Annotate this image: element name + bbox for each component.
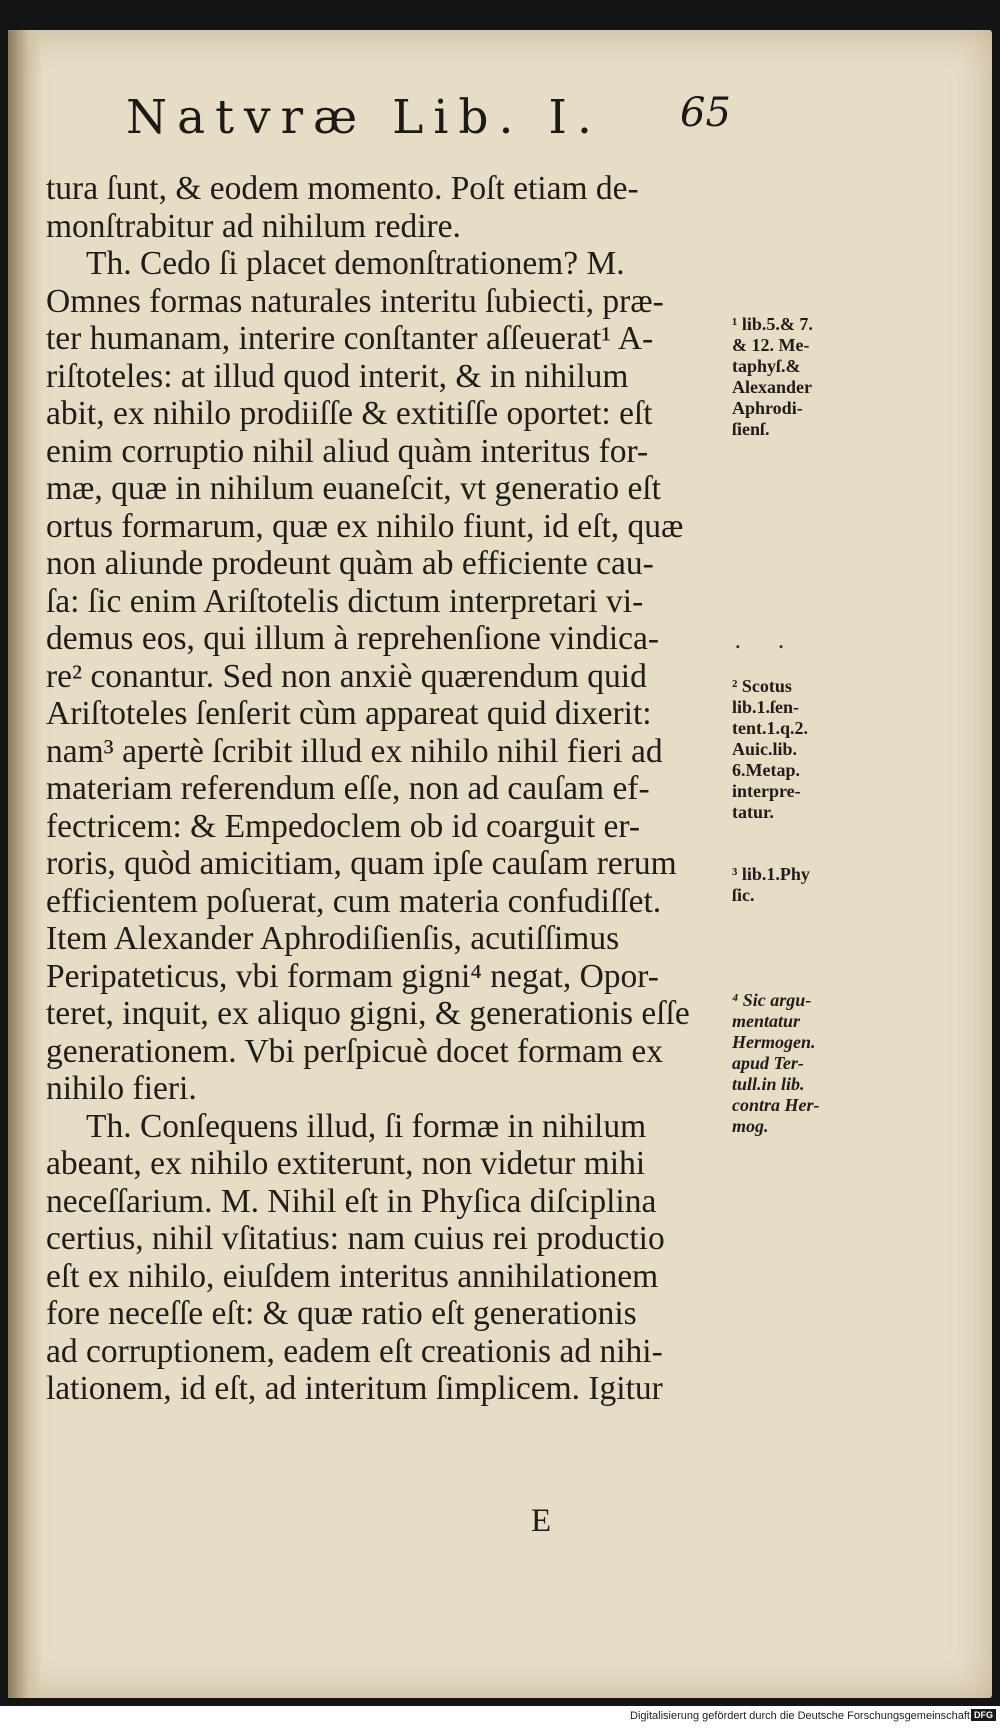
- body-line: ad corruptionem, eadem eſt creationis ad nihi-: [46, 1332, 663, 1370]
- note-line: ⁴ Sic argu-: [732, 990, 812, 1010]
- note-line: & 12. Me-: [732, 335, 810, 355]
- body-line: materiam referendum eſſe, non ad cauſam ef-: [46, 770, 650, 807]
- note-line: ſienſ.: [732, 419, 770, 439]
- body-line: roris, quòd amicitiam, quam ipſe cauſam rerum: [46, 845, 677, 882]
- body-line: certius, nihil vſitatius: nam cuius rei productio: [46, 1220, 665, 1257]
- note-line: mog.: [732, 1116, 769, 1136]
- body-line: Th. Conſequens illud, ſi formæ in nihilum: [86, 1107, 647, 1145]
- note-line: tull.in lib.: [732, 1074, 805, 1094]
- body-line: mæ, quæ in nihilum euaneſcit, vt generatio eſt: [46, 470, 661, 507]
- marginal-note-3: [732, 864, 852, 906]
- note-line: ſic.: [732, 885, 755, 905]
- note-line: contra Her-: [732, 1095, 820, 1115]
- note-line: apud Ter-: [732, 1053, 804, 1073]
- body-line: tura ſunt, & eodem momento. Poſt etiam de-: [46, 170, 639, 207]
- body-line: demus eos, qui illum à reprehenſione vindica-: [46, 620, 660, 657]
- note-line: Hermogen.: [732, 1032, 816, 1052]
- body-text: [46, 170, 726, 1408]
- body-line: riſtoteles: at illud quod interit, & in nihilum: [46, 357, 629, 395]
- body-line: Omnes formas naturales interitu ſubiecti, præ-: [46, 282, 664, 320]
- body-line: Item Alexander Aphrodiſienſis, acutiſſimus: [46, 920, 620, 957]
- body-line: enim corruptio nihil aliud quàm interitus for-: [46, 432, 649, 470]
- body-line: neceſſarium. M. Nihil eſt in Phyſica diſciplina: [46, 1182, 657, 1220]
- note-line: Auic.lib.: [732, 739, 798, 759]
- body-line: ſa: ſic enim Ariſtotelis dictum interpretari vi-: [46, 582, 644, 620]
- body-line: abeant, ex nihilo extiterunt, non videtur mihi: [46, 1145, 646, 1182]
- note-line: ¹ lib.5.& 7.: [732, 314, 813, 334]
- body-line: efficientem poſuerat, cum materia confudiſſet.: [46, 882, 662, 920]
- body-line: generationem. Vbi perſpicuè docet formam ex: [46, 1032, 664, 1070]
- page-gutter: [8, 30, 42, 1698]
- running-head: Natvræ Lib. I.: [126, 90, 602, 145]
- body-line: monſtrabitur ad nihilum redire.: [46, 207, 461, 245]
- body-line: nihilo fieri.: [46, 1070, 197, 1107]
- note-line: ² Scotus: [732, 676, 792, 696]
- body-line: teret, inquit, ex aliquo gigni, & generationis eſſe: [46, 995, 690, 1032]
- body-line: nam³ apertè ſcribit illud ex nihilo nihil fieri ad: [46, 732, 663, 770]
- funding-credit: Digitalisierung gefördert durch die Deutsche Forschungsgemeinschaft: [630, 1710, 970, 1722]
- body-line: Peripateticus, vbi formam gigni⁴ negat, Opor-: [46, 957, 659, 995]
- body-line: non aliunde prodeunt quàm ab efficiente cau-: [46, 545, 654, 582]
- marginal-note-2: [732, 676, 852, 823]
- note-line: interpre-: [732, 781, 801, 801]
- note-line: tent.1.q.2.: [732, 718, 808, 738]
- body-line: Th. Cedo ſi placet demonſtrationem? M.: [86, 245, 625, 282]
- note-line: taphyſ.&: [732, 356, 801, 376]
- book-page: [8, 30, 992, 1698]
- note-line: 6.Metap.: [732, 760, 800, 780]
- body-line: ortus formarum, quæ ex nihilo fiunt, id eſt, quæ: [46, 507, 684, 545]
- note-line: lib.1.ſen-: [732, 697, 800, 717]
- footer-bar: [0, 1706, 1000, 1728]
- signature-mark: E: [531, 1503, 552, 1539]
- page-number: 65: [680, 90, 731, 136]
- stray-marks: . .: [734, 626, 799, 654]
- note-line: mentatur: [732, 1011, 801, 1031]
- note-line: ³ lib.1.Phy: [732, 864, 810, 884]
- dfg-logo-badge: DFG: [971, 1709, 996, 1721]
- body-line: eſt ex nihilo, eiuſdem interitus annihilationem: [46, 1257, 659, 1295]
- body-line: fectricem: & Empedoclem ob id coarguit er-: [46, 807, 641, 845]
- body-line: ter humanam, interire conſtanter aſſeuerat¹ A-: [46, 320, 654, 357]
- marginal-note-1: [732, 314, 852, 440]
- note-line: Aphrodi-: [732, 398, 803, 418]
- body-line: re² conantur. Sed non anxiè quærendum quid: [46, 657, 647, 695]
- body-line: fore neceſſe eſt: & quæ ratio eſt generationis: [46, 1295, 637, 1332]
- note-line: Alexander: [732, 377, 812, 397]
- body-line: Ariſtoteles ſenſerit cùm appareat quid dixerit:: [46, 695, 652, 732]
- note-line: tatur.: [732, 802, 774, 822]
- marginal-note-4: [732, 990, 852, 1137]
- body-line: lationem, id eſt, ad interitum ſimplicem. Igitur: [46, 1370, 663, 1407]
- body-line: abit, ex nihilo prodiiſſe & extitiſſe oportet: eſt: [46, 395, 653, 432]
